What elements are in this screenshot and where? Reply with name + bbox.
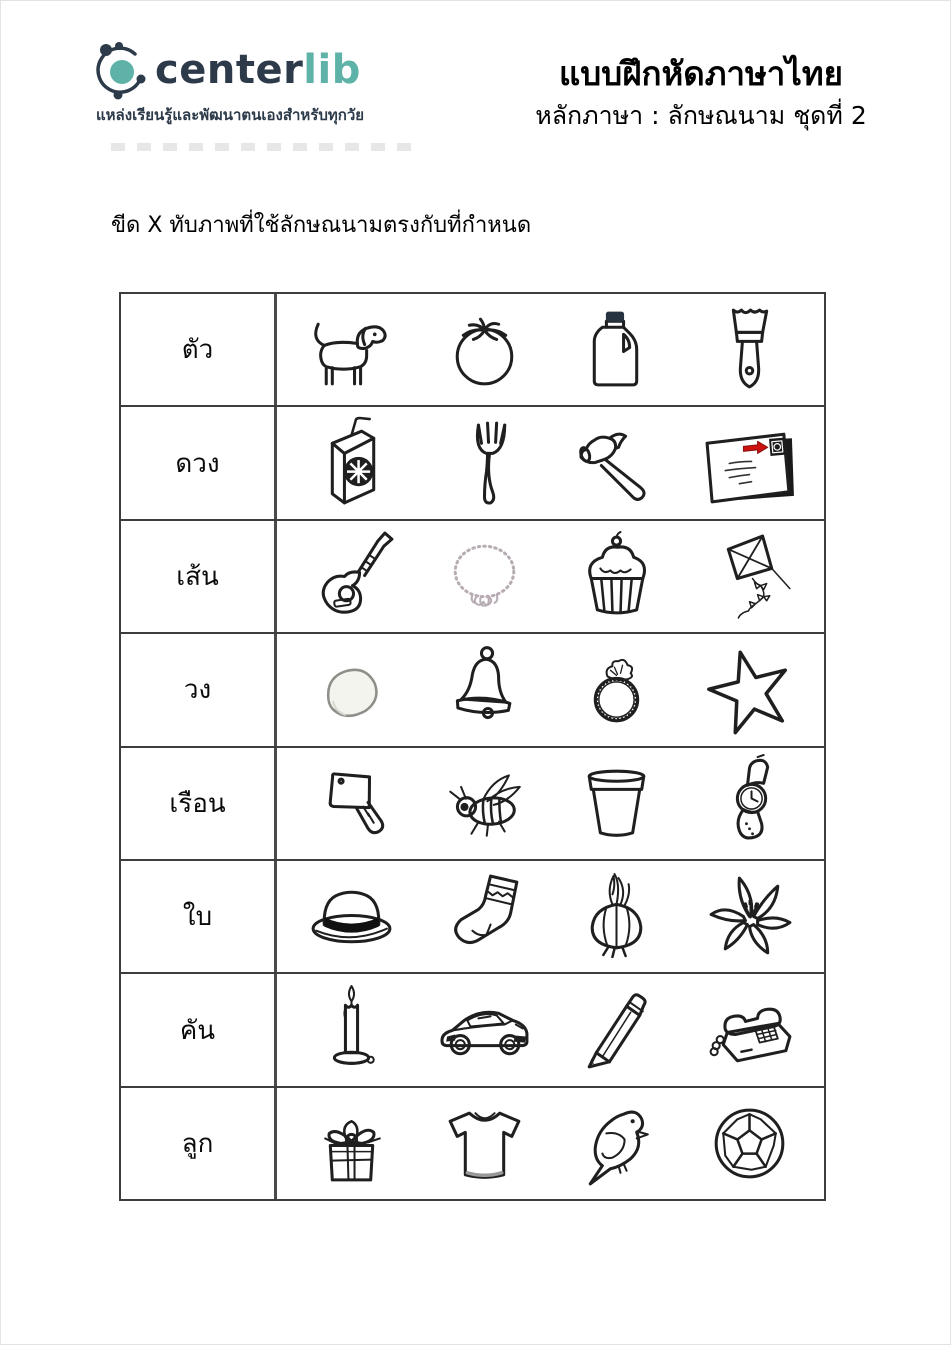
title-block: [516, 53, 886, 136]
dog-icon: [301, 299, 402, 400]
table-row: [121, 859, 824, 972]
bee-icon: [434, 753, 535, 854]
classifier-label: เส้น: [121, 521, 277, 632]
centerlib-logo-icon: [89, 37, 155, 103]
instruction-text: ขีด X ทับภาพที่ใช้ลักษณนามตรงกับที่กำหนด: [111, 213, 532, 238]
bell-icon: [434, 639, 535, 740]
table-row: [121, 1086, 824, 1199]
classifier-label: คัน: [121, 974, 277, 1085]
centerlib-logo-text: [155, 47, 361, 93]
bird-icon: [566, 1093, 667, 1194]
image-cell: [277, 294, 824, 405]
classifier-label: เรือน: [121, 748, 277, 859]
logo-text-center: center: [155, 47, 304, 93]
classifier-label: ตัว: [121, 294, 277, 405]
envelope-icon: [699, 413, 800, 514]
milk-jug-icon: [566, 299, 667, 400]
juice-box-icon: [301, 413, 402, 514]
necklace-icon: [434, 526, 535, 627]
image-cell: [277, 748, 824, 859]
classifier-label: วง: [121, 634, 277, 745]
flower-pot-icon: [566, 753, 667, 854]
table-row: [121, 519, 824, 632]
hammer-icon: [566, 413, 667, 514]
fork-icon: [434, 413, 535, 514]
image-cell: [277, 974, 824, 1085]
image-cell: [277, 407, 824, 518]
table-row: [121, 972, 824, 1085]
onion-icon: [566, 866, 667, 967]
page-subtitle: หลักภาษา : ลักษณนาม ชุดที่ 2: [535, 101, 867, 131]
soccer-ball-icon: [699, 1093, 800, 1194]
classifier-label: ดวง: [121, 407, 277, 518]
image-cell: [277, 521, 824, 632]
page-title: แบบฝึกหัดภาษาไทย: [559, 54, 843, 93]
faded-print-artifact: [111, 143, 411, 151]
car-icon: [434, 980, 535, 1081]
worksheet-table: [119, 292, 826, 1201]
classifier-label: ลูก: [121, 1088, 277, 1199]
table-row: [121, 294, 824, 405]
sock-icon: [434, 866, 535, 967]
table-row: [121, 632, 824, 745]
tomato-icon: [434, 299, 535, 400]
image-cell: [277, 1088, 824, 1199]
kite-icon: [699, 526, 800, 627]
candle-icon: [301, 980, 402, 1081]
wristwatch-icon: [699, 753, 800, 854]
logo-text-lib: lib: [303, 47, 361, 93]
centerlib-logo: [89, 37, 361, 103]
image-cell: [277, 634, 824, 745]
table-row: [121, 405, 824, 518]
flower-icon: [699, 866, 800, 967]
gift-box-icon: [301, 1093, 402, 1194]
paintbrush-icon: [699, 299, 800, 400]
table-row: [121, 746, 824, 859]
guitar-icon: [301, 526, 402, 627]
hat-icon: [301, 866, 402, 967]
egg-icon: [301, 639, 402, 740]
cupcake-icon: [566, 526, 667, 627]
t-shirt-icon: [434, 1093, 535, 1194]
logo-tagline: แหล่งเรียนรู้และพัฒนาตนเองสำหรับทุกวัย: [96, 106, 365, 124]
classifier-label: ใบ: [121, 861, 277, 972]
image-cell: [277, 861, 824, 972]
telephone-icon: [699, 980, 800, 1081]
pencil-icon: [566, 980, 667, 1081]
cleaver-icon: [301, 753, 402, 854]
ring-icon: [566, 639, 667, 740]
star-icon: [699, 639, 800, 740]
